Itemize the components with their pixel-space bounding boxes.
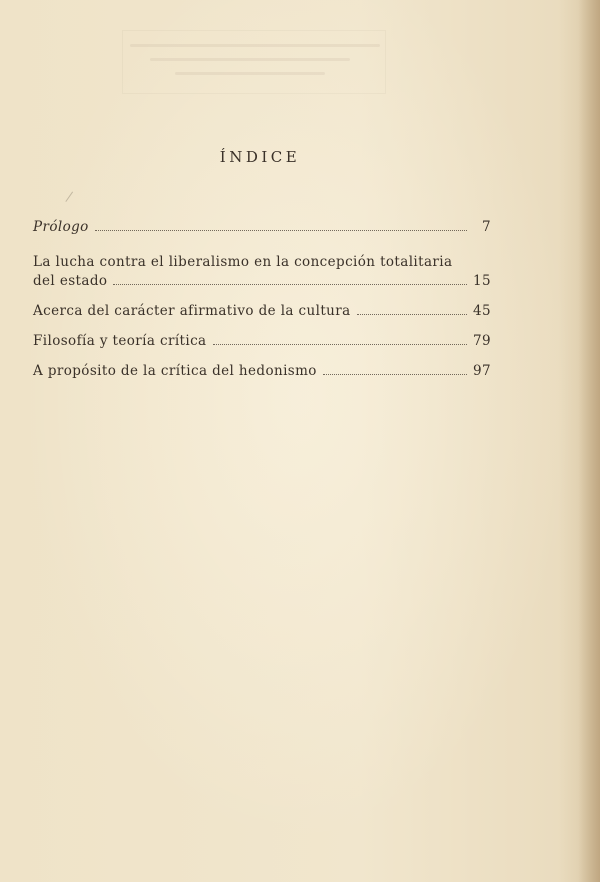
toc-entry-label: Acerca del carácter afirmativo de la cultura — [33, 303, 351, 319]
toc-page-number: 15 — [473, 273, 491, 289]
bleed-through-line — [150, 58, 350, 61]
dot-leader — [323, 373, 467, 375]
bleed-through-line — [175, 72, 325, 75]
page-edge-shadow — [578, 0, 600, 882]
dot-leader — [213, 343, 468, 345]
bleed-through-stamp — [122, 30, 386, 94]
toc-entry-prologo — [33, 218, 491, 237]
page-title: ÍNDICE — [219, 148, 301, 166]
toc-entry-lucha-liberalismo — [33, 253, 491, 291]
toc-entry-label-line1: La lucha contra el liberalismo en la concepción totalitaria — [33, 254, 453, 270]
toc-page-number: 79 — [473, 333, 491, 349]
bleed-through-line — [130, 44, 380, 47]
pencil-mark — [65, 192, 79, 207]
toc-entry-label: Prólogo — [33, 219, 89, 235]
toc-page-number: 45 — [473, 303, 491, 319]
toc-entry-hedonismo — [33, 362, 491, 381]
toc-page-number: 7 — [482, 219, 491, 235]
toc-entry-filosofia-teoria — [33, 332, 491, 351]
toc-entry-label: Filosofía y teoría crítica — [33, 333, 207, 349]
toc-entry-label-line2: del estado — [33, 273, 108, 289]
dot-leader — [95, 229, 467, 231]
toc-page-number: 97 — [473, 363, 491, 379]
dot-leader — [113, 283, 467, 285]
dot-leader — [357, 313, 467, 315]
toc-entry-caracter-afirmativo — [33, 302, 491, 321]
toc-entry-label: A propósito de la crítica del hedonismo — [33, 363, 317, 379]
table-of-contents — [33, 218, 491, 392]
